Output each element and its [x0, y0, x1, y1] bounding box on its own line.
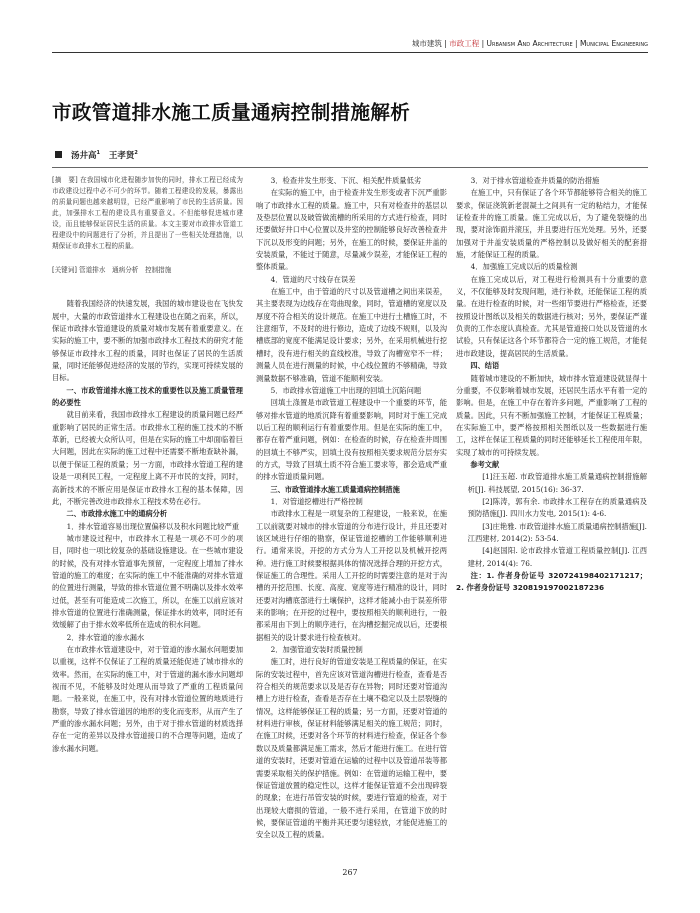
section-heading: 四、结语	[470, 361, 500, 371]
header-section-cn: 市政工程	[449, 39, 480, 48]
paragraph: 在施工中，由于管道的尺寸以及管道槽之间出来误差，其主要表现为边线存在弯曲现象，同时，管道槽的宽度以及厚度不符合相关的设计规范。在施工中进行土槽施工时，不注意细节，不及时的进行修边，造成了边线不规则，以及沟槽底部的宽度不能满足设计要求；另外，在采用机械进行挖槽时，没有进行相关的直线校准，导致了沟槽宽窄不一样；测量人员在进行测量的时候，中心线位置的不够精确，导致测量数据不够准确，管道不能顺利安装。	[256, 287, 447, 383]
column-left	[52, 175, 243, 755]
header-separator: |	[479, 39, 487, 48]
article-title: 市政管道排水施工质量通病控制措施解析	[52, 101, 411, 124]
references-heading: 参考文献	[470, 459, 500, 469]
column-right	[456, 175, 647, 595]
section-heading: 二、市政排水施工中的通病分析	[66, 509, 168, 519]
keywords-label: [关键词]	[52, 266, 77, 274]
subsection-heading: 1．排水管道容易出现位置偏移以及积水问题比较严重	[66, 521, 240, 531]
paragraph: 施工时，进行良好的管道安装是工程质量的保证，在实际的安装过程中，首先应该对管道沟槽进行检查，查看是否符合相关的规范要求以及是否存在异物；同时还要对管道沟槽上方进行检查，查看是否存在土壤不稳定以及土层裂缝的情况，这样能够保证工程的质量；另一方面，还要对管道的材料进行审核，保证材料能够满足相关的施工规范；同时，在施工时候，还要对各个环节的材料进行检查，保证各个参数以及质量都满足施工需求，然后才能进行施工。在进行管道的安装时，还要对管道在运输的过程中以及管道吊装等都需要采取相关的保护措施。例如：在管道的运输工程中，要保证管道放置的稳定性以，这样才能保证管道不会出现碎裂的现象；在进行吊管安装的时候，要进行管道的检查，对于出现较大磨损的管道，一般不进行采用，在管道下放的时候，要保证管道的平衡并其还要匀速轻放，才能促进施工的安全以及工程的质量。	[256, 657, 447, 840]
subsection-heading: 5．市政排水管道施工中出现的回填土沉陷问题	[270, 385, 422, 395]
intro-paragraph: 随着我国经济的快速发展，我国的城市建设也在飞快发展中，大量的市政管道排水工程建设也在随之而来，所以，保证市政排水管道建设的质量对城市发展有着重要意义。在实际的施工中，要不断的加强市政排水工程技术的研究才能够保证市政排水工程的质量，同时也保证了居民的生活质量，同时还能够促进经济的发展的节约，实现可持续发展的目标。	[52, 299, 243, 383]
section-heading: 一、市政管道排水施工技术的重要性以及施工质量管理的必要性	[52, 385, 243, 408]
header-journal-en: Urbanism And Architecture	[486, 39, 573, 48]
reference-item: [1]汪玉超. 市政管道排水施工质量通病控制措施解析[J]. 科技展望, 2015(16): 36-37.	[467, 472, 647, 494]
keywords-text: 管道排水 通病分析 控制措施	[79, 266, 172, 274]
subsection-heading: 2．排水管道的渗水漏水	[66, 632, 145, 642]
paragraph: 回填土涤置是市政管道工程建设中一个重要的环节，能够对排水管道的地质沉降有着重要影响，同时对于施工完成以后工程的顺利运行有着重要作用。但是在实际的施工中，都存在着严重问题，例如：在检查的时候，存在检查井周围的回填土不够严实，回填土没有按照相关要求规范分层夯实的方式，导致了回填土质不符合施工要求等，都会造成严重的排水管道质量问题。	[256, 398, 447, 482]
author-name: 汤井高	[71, 151, 97, 161]
abstract	[52, 175, 243, 252]
header-section-en: Municipal Engineering	[579, 39, 648, 48]
reference-item: [3]庄艳雅. 市政管道排水施工质量通病控制措施[J]. 江西建材, 2014(2): 53-54.	[467, 521, 647, 543]
author-line	[55, 149, 138, 161]
paragraph: 在施工中，只有保证了各个环节都能够符合相关的施工要求，保证浇筑新老混凝土之间具有一定的粘结力，才能保证检查井的施工质量。施工完成以后，为了避免裂缝的出现，要对涂饰面并滚压，并且要进行压光处理。另外，还要加强对于井盖安装质量的严格控制以及做好相关的配套措施，才能保证工程的质量。	[456, 188, 647, 260]
author-affiliation-mark: 1	[96, 150, 100, 157]
page-number: 267	[342, 868, 358, 877]
subsection-heading: 1．对管道挖槽进行严格控制	[270, 496, 363, 506]
spacer	[52, 276, 243, 298]
reference-item: [4]赵国阳. 论市政排水管道工程质量控制[J]. 江西建材, 2014(4): 76.	[467, 546, 647, 568]
title-divider	[52, 167, 648, 168]
subsection-heading: 4．加强施工完成以后的质量检测	[470, 262, 578, 272]
abstract-text: 在我国城市化进程随步加快的同时，排水工程已经成为市政建设过程中必不可少的环节。随着工程建设的发展，暴露出的质量问题也越来越明显，已经严重影响了市民的生活质量。因此，加强排水工程的建设具有重要意义。不但能够促进城市建设，而且能够保证居民生活的质量。本文主要对市政排水管道工程建设中的问题进行了分析，并且提出了一些相关处理措施，以期保证市政排水工程的质量。	[52, 176, 243, 250]
paragraph: 市政排水工程是一项复杂的工程建设，一般来说，在施工以前就要对城市的排水管道的分布进行设计，并且还要对该区域进行仔细的勘察，保证管道挖槽的工作能够顺利进行。通常来说，开挖的方式分为人工开挖以及机械开挖两种。进行施工时候要根据具体的情况选择合理的开挖方式，保证施工的合理性。采用人工开挖的时需要注意的是对于沟槽的开挖范围、长度、高度、宽度等进行精准的设计，同时还要对沟槽底部进行土壤保护，这样才能减小由于误差所带来的影响；在开挖的过程中，要按照相关的顺利进行，一般都采用由下到上的顺序进行，在沟槽挖掘完成以后，还要根据相关的设计要求进行检查核对。	[256, 509, 447, 642]
subsection-heading: 3．对于排水管道检查井质量的防治措施	[470, 176, 600, 185]
header-journal-cn: 城市建筑	[411, 39, 442, 48]
author-affiliation-mark: 2	[134, 150, 138, 157]
paragraph: 在市政排水管道建设中，对于管道的渗水漏水问题要加以重视，这样不仅保证了工程的质量还能促进了城市排水的效率。然而，在实际的施工中，对于管道的漏水渗水问题却视而不见，不能够及时处理从而导致了严重的工程质量问题。一般来说，在施工中，没有对排水管道位置的地质进行勘察，导致了排水管道因的地形的变化而变形，从而产生了严重的渗水漏水问题；另外，由于对于排水管道的材质选择存在一定的差异以及排水管道接口的不合理等问题，造成了渗水漏水问题。	[52, 644, 243, 753]
header-separator: |	[572, 39, 580, 48]
section-heading: 三、市政管道排水施工质量通病控制措施	[270, 484, 400, 494]
author-notes: 注：1. 作者身份证号 320724198402171217；2. 作者身份证号 320819197002187236	[456, 571, 647, 593]
paragraph: 在实际的施工中，由于检查井发生形变或者下沉严重影响了市政排水工程的质量。施工中，只有对检查井的基层以及垫层位置以及破管做流槽的所采用的方式进行检查，同时还要做好井口中心位置以及井室的控制能够良好改善检查井下沉以及形变的问题；另外，在施工的时候，要保证井盖的安装质量，不能过于随意，尽量减少误差，才能保证工程的整体质量。	[256, 188, 447, 272]
header-divider	[52, 52, 648, 53]
author-name: 王孝贤	[108, 151, 135, 161]
subsection-heading: 3．检查井发生形变、下沉、相关配件质量低劣	[270, 176, 422, 185]
paragraph: 在施工完成以后，对工程进行检测具有十分重要的意义，不仅能够及时发现问题，进行补救，还能保证工程的质量。在进行检查的时候，对一些细节要进行严格检查，还要按照设计图纸以及相关的数据进行核对；另外，要保证严谨负责的工作态度认真检查。尤其是管道接口处以及管道的水试验，只有保证这各个环节都符合一定的施工规范，才能促进市政建设，提高居民的生活质量。	[456, 274, 647, 358]
reference-item: [2]陈涛，郭有余. 市政排水工程存在的质量通病及预防措施[J]. 四川水力发电, 2015(1): 4-6.	[467, 496, 647, 519]
paragraph: 城市建设过程中，市政排水工程是一项必不可少的项目，同时也一项比较复杂的基础设施建设。在一些城市建设的时候，没有对排水管道事先预留，一定程度上增加了排水管道的施工的难度；在实际的施工中不能准确的对排水管道的位置进行测量，导致的排水管道位置不明确以及排水效率过低，甚至有可能造成二次施工，所以，在施工以前应该对排水管道的位置进行准确测量，保证排水的效率，同时还有效缓解了由于排水效率低所在造成的积水问题。	[52, 533, 243, 630]
running-header	[412, 38, 648, 49]
paragraph: 就目前来看，我国市政排水工程建设的质量问题已经严重影响了居民的正常生活。市政排水工程的施工技术的不断革新，已经被大众所认可，但是在实际的施工中却面临着巨大问题，因此在实际的施工过程中还需要不断地查缺补漏，以便于保证工程的质量；另一方面，市政排水管道工程的建设是一项利民工程，一定程度上离不开市民的支持，同时，高新技术的不断应用是保证市政排水工程的基本保障，因此，不断完善改进市政排水工程技术势在必行。	[52, 410, 243, 506]
paragraph: 随着城市建设的不断加快，城市排水管道建设就显得十分重要，不仅影响着城市发展，还居民生活水平有着一定的影响。但是，在施工中存在着许多问题，严重影响了工程的质量。因此，只有不断加强施工控制，才能保证工程质量；在实际施工中，要严格按照相关图纸以及一些数据进行施工，这样在保证工程质量的同时还能够延长工程使用年限，实现了城市的可持续发展。	[456, 373, 647, 457]
keywords	[52, 264, 243, 276]
square-bullet-icon	[55, 151, 62, 158]
header-separator: |	[441, 39, 450, 48]
subsection-heading: 4．管道的尺寸线存在误差	[270, 274, 356, 284]
column-middle	[256, 175, 447, 842]
abstract-label: [摘 要]	[52, 176, 78, 184]
subsection-heading: 2．加强管道安装时质量控制	[270, 645, 363, 655]
